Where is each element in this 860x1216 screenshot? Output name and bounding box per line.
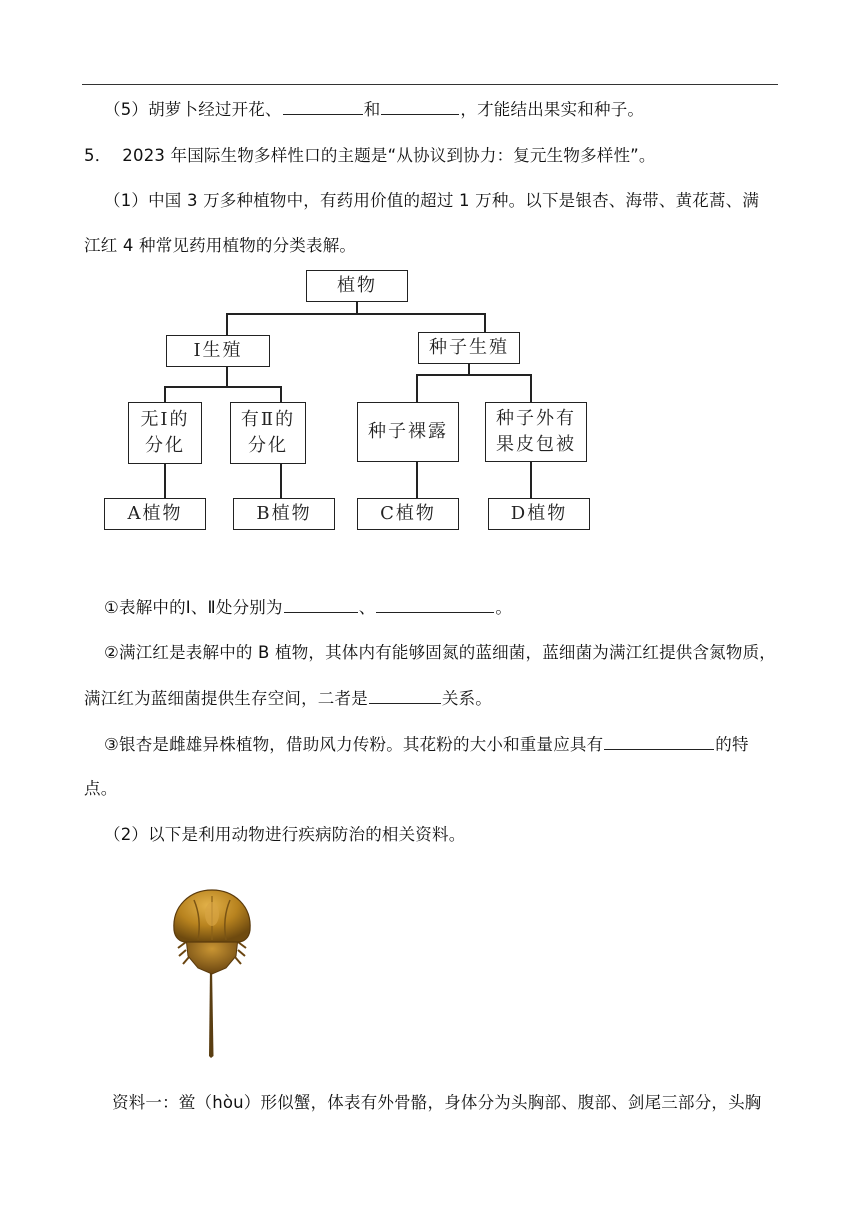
question-number: 5．: [84, 146, 112, 165]
edge: [226, 313, 486, 315]
edge: [530, 374, 532, 402]
text: 满江红为蓝细菌提供生存空间，二者是: [84, 689, 368, 708]
node-seed-naked: 种子裸露: [357, 402, 459, 462]
node-no-differentiation: [128, 402, 202, 464]
node-has-differentiation: [230, 402, 306, 464]
node-label: 种子外有: [496, 408, 576, 429]
text: 的特: [715, 735, 749, 754]
subquestion-3-line1: [104, 733, 749, 756]
node-plant: 植物: [306, 270, 408, 302]
text: 和: [363, 100, 381, 119]
answer-blank[interactable]: [284, 596, 358, 613]
edge: [530, 462, 532, 498]
text: 。: [495, 598, 513, 617]
node-plant-d: D植物: [488, 498, 590, 530]
text: 2023 年国际生物多样性口的主题是“从协议到协力：复元生物多样性”。: [122, 146, 656, 165]
edge: [416, 462, 418, 498]
edge: [226, 313, 228, 337]
node-seed-reproduction: 种子生殖: [418, 332, 520, 364]
answer-blank[interactable]: [604, 733, 714, 750]
node-label: 分化: [145, 435, 185, 456]
question-5: [84, 145, 656, 167]
edge: [416, 374, 532, 376]
node-label: 果皮包被: [496, 434, 576, 455]
answer-blank[interactable]: [381, 98, 459, 115]
edge: [164, 462, 166, 498]
text: ③银杏是雌雄异株植物，借助风力传粉。其花粉的大小和重量应具有: [104, 735, 604, 754]
text: ，才能结出果实和种子。: [460, 100, 645, 119]
text: ①表解中的Ⅰ、Ⅱ处分别为: [104, 598, 283, 617]
text: （5）胡萝卜经过开花、: [104, 100, 282, 119]
edge: [164, 386, 282, 388]
node-label: 无Ⅰ的: [140, 409, 190, 430]
edge: [280, 386, 282, 402]
question-5-2: （2）以下是利用动物进行疾病防治的相关资料。: [104, 825, 466, 844]
answer-blank[interactable]: [283, 98, 363, 115]
text: 、: [358, 598, 376, 617]
question-4-5: [104, 98, 644, 121]
node-plant-c: C植物: [357, 498, 459, 530]
text: 关系。: [441, 689, 493, 708]
node-plant-a: A植物: [104, 498, 206, 530]
edge: [280, 462, 282, 498]
answer-blank[interactable]: [369, 687, 441, 704]
edge: [416, 374, 418, 402]
node-left: Ⅰ生殖: [166, 335, 270, 367]
horseshoe-crab-image: [164, 886, 260, 1060]
question-5-1-line2: 江红 4 种常见药用植物的分类表解。: [84, 236, 357, 255]
edge: [356, 300, 358, 314]
question-5-1-line1: （1）中国 3 万多种植物中，有药用价值的超过 1 万种。以下是银杏、海带、黄花蒿、满: [104, 191, 760, 210]
subquestion-2-line2: [84, 687, 492, 710]
edge: [226, 367, 228, 387]
material-1: 资料一：鲎（hòu）形似蟹，体表有外骨骼，身体分为头胸部、腹部、剑尾三部分，头胸: [112, 1093, 762, 1112]
node-label: 有Ⅱ的: [240, 409, 296, 430]
header-rule: [82, 84, 778, 85]
subquestion-3-line2: 点。: [84, 779, 118, 798]
node-plant-b: B植物: [233, 498, 335, 530]
edge: [164, 386, 166, 402]
subquestion-1: [104, 596, 512, 619]
answer-blank[interactable]: [376, 596, 494, 613]
node-seed-covered: [485, 402, 587, 462]
subquestion-2-line1: ②满江红是表解中的 B 植物，其体内有能够固氮的蓝细菌，蓝细菌为满江红提供含氮物质，: [104, 643, 777, 662]
edge: [484, 313, 486, 333]
node-label: 分化: [248, 435, 288, 456]
